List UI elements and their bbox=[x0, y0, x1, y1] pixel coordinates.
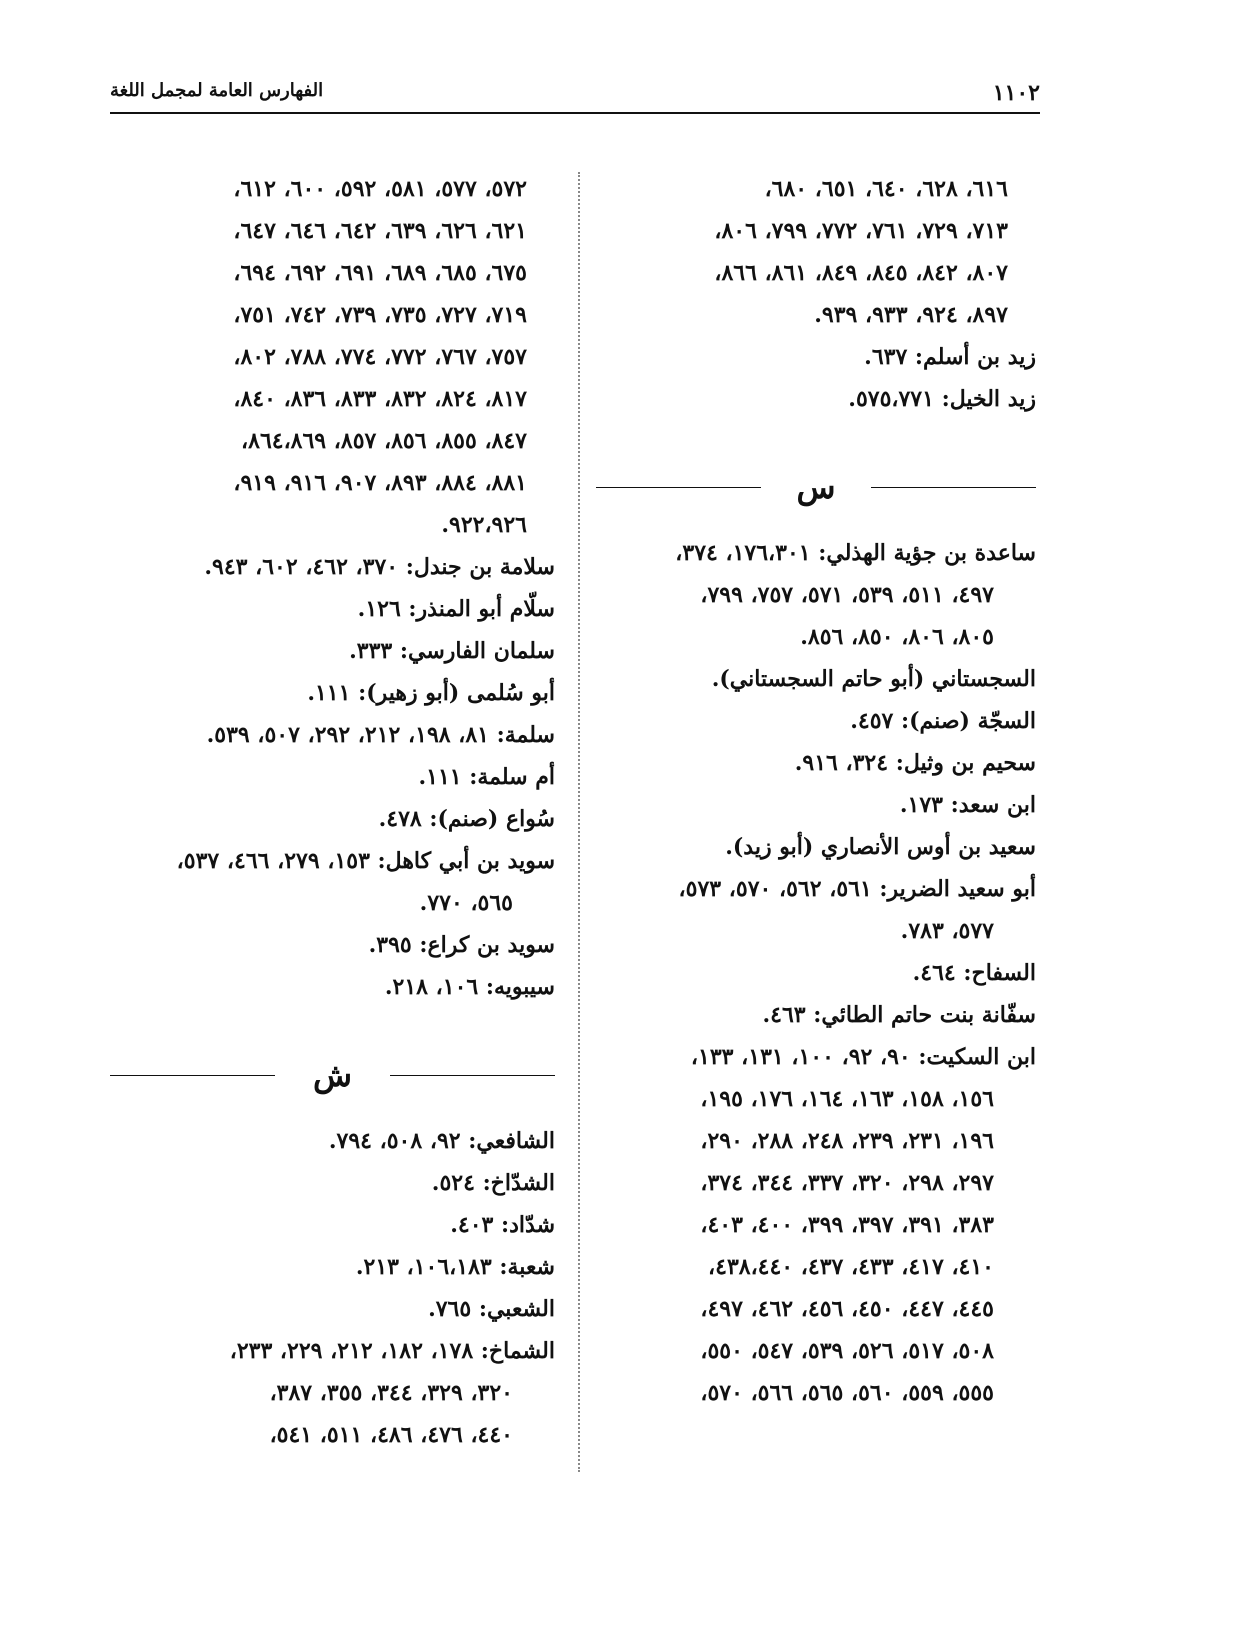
index-entry: السفاح: ٤٦٤. bbox=[912, 960, 1036, 986]
index-line: ٨٨١، ٨٨٤، ٨٩٣، ٩٠٧، ٩١٦، ٩١٩، bbox=[233, 470, 527, 496]
section-rule bbox=[390, 1075, 555, 1076]
index-entry: أم سلمة: ١١١. bbox=[418, 764, 555, 790]
left-column bbox=[110, 168, 555, 1456]
index-entry: الشدّاخ: ٥٢٤. bbox=[431, 1170, 555, 1196]
index-line: ٥٠٨، ٥١٧، ٥٢٦، ٥٣٩، ٥٤٧، ٥٥٠، bbox=[700, 1338, 994, 1364]
column-divider bbox=[578, 172, 580, 1472]
index-line: ١٥٦، ١٥٨، ١٦٣، ١٦٤، ١٧٦، ١٩٥، bbox=[700, 1086, 994, 1112]
section-letter: ش bbox=[312, 1056, 353, 1094]
index-entry: أبو سعيد الضرير: ٥٦١، ٥٦٢، ٥٧٠، ٥٧٣، bbox=[678, 876, 1036, 902]
page-number: ١١٠٢ bbox=[992, 80, 1040, 106]
section-heading-seen bbox=[596, 462, 1036, 512]
index-line: ٥٦٥، ٧٧٠. bbox=[419, 890, 513, 916]
index-line: ٢٩٧، ٢٩٨، ٣٢٠، ٣٣٧، ٣٤٤، ٣٧٤، bbox=[700, 1170, 994, 1196]
section-rule bbox=[110, 1075, 275, 1076]
index-entry: السجّة (صنم): ٤٥٧. bbox=[850, 708, 1036, 734]
index-line: ٨٠٥، ٨٠٦، ٨٥٠، ٨٥٦. bbox=[800, 624, 994, 650]
index-line: ٧١٣، ٧٢٩، ٧٦١، ٧٧٢، ٧٩٩، ٨٠٦، bbox=[714, 218, 1008, 244]
right-column bbox=[596, 168, 1036, 1414]
index-entry: ابن سعد: ١٧٣. bbox=[899, 792, 1036, 818]
index-entry: الشعبي: ٧٦٥. bbox=[428, 1296, 555, 1322]
index-entry: سويد بن أبي كاهل: ١٥٣، ٢٧٩، ٤٦٦، ٥٣٧، bbox=[176, 848, 555, 874]
index-entry: سحيم بن وثيل: ٣٢٤، ٩١٦. bbox=[794, 750, 1036, 776]
index-line: ٦٢١، ٦٢٦، ٦٣٩، ٦٤٢، ٦٤٦، ٦٤٧، bbox=[233, 218, 527, 244]
index-line: ١٩٦، ٢٣١، ٢٣٩، ٢٤٨، ٢٨٨، ٢٩٠، bbox=[700, 1128, 994, 1154]
index-line: ٥٧٢، ٥٧٧، ٥٨١، ٥٩٢، ٦٠٠، ٦١٢، bbox=[233, 176, 527, 202]
index-line: ٣٢٠، ٣٢٩، ٣٤٤، ٣٥٥، ٣٨٧، bbox=[269, 1380, 513, 1406]
index-line: ٣٨٣، ٣٩١، ٣٩٧، ٣٩٩، ٤٠٠، ٤٠٣، bbox=[700, 1212, 994, 1238]
index-line: ٥٧٧، ٧٨٣. bbox=[900, 918, 994, 944]
index-entry: زيد الخيل: ٥٧٥،٧٧١. bbox=[848, 386, 1036, 412]
index-line: ٧٥٧، ٧٦٧، ٧٧٢، ٧٧٤، ٧٨٨، ٨٠٢، bbox=[233, 344, 527, 370]
index-line: ٤١٠، ٤١٧، ٤٣٣، ٤٣٧، ٤٣٨،٤٤٠، bbox=[708, 1254, 994, 1280]
index-entry: سعيد بن أوس الأنصاري (أبو زيد). bbox=[725, 834, 1036, 860]
index-entry: الشماخ: ١٧٨، ١٨٢، ٢١٢، ٢٢٩، ٢٣٣، bbox=[229, 1338, 555, 1364]
index-entry: أبو سُلمى (أبو زهير): ١١١. bbox=[307, 680, 555, 706]
index-line: ٨٤٧، ٨٥٥، ٨٥٦، ٨٥٧، ٨٦٤،٨٦٩، bbox=[241, 428, 527, 454]
index-line: ٤٤٥، ٤٤٧، ٤٥٠، ٤٥٦، ٤٦٢، ٤٩٧، bbox=[700, 1296, 994, 1322]
page-header bbox=[110, 78, 1040, 114]
section-heading-sheen bbox=[110, 1050, 555, 1100]
index-line: ٤٤٠، ٤٧٦، ٤٨٦، ٥١١، ٥٤١، bbox=[269, 1422, 513, 1448]
index-line: ٨١٧، ٨٢٤، ٨٣٢، ٨٣٣، ٨٣٦، ٨٤٠، bbox=[233, 386, 527, 412]
index-entry: الشافعي: ٩٢، ٥٠٨، ٧٩٤. bbox=[328, 1128, 555, 1154]
section-rule bbox=[596, 487, 761, 488]
index-line: ٨٠٧، ٨٤٢، ٨٤٥، ٨٤٩، ٨٦١، ٨٦٦، bbox=[714, 260, 1008, 286]
index-line: ٦١٦، ٦٢٨، ٦٤٠، ٦٥١، ٦٨٠، bbox=[764, 176, 1008, 202]
index-entry: سلمة: ٨١، ١٩٨، ٢١٢، ٢٩٢، ٥٠٧، ٥٣٩. bbox=[206, 722, 555, 748]
index-entry: سُواع (صنم): ٤٧٨. bbox=[378, 806, 555, 832]
index-entry: شعبة: ١٠٦،١٨٣، ٢١٣. bbox=[355, 1254, 555, 1280]
index-entry: زيد بن أسلم: ٦٣٧. bbox=[864, 344, 1036, 370]
index-entry: سويد بن كراع: ٣٩٥. bbox=[368, 932, 555, 958]
running-title: الفهارس العامة لمجمل اللغة bbox=[110, 80, 324, 101]
index-entry: ساعدة بن جؤية الهذلي: ١٧٦،٣٠١، ٣٧٤، bbox=[675, 540, 1036, 566]
index-line: ٥٥٥، ٥٥٩، ٥٦٠، ٥٦٥، ٥٦٦، ٥٧٠، bbox=[700, 1380, 994, 1406]
index-line: ٧١٩، ٧٢٧، ٧٣٥، ٧٣٩، ٧٤٢، ٧٥١، bbox=[233, 302, 527, 328]
index-entry: سلمان الفارسي: ٣٣٣. bbox=[349, 638, 555, 664]
index-entry: سفّانة بنت حاتم الطائي: ٤٦٣. bbox=[762, 1002, 1036, 1028]
index-line: ٩٢٢،٩٢٦. bbox=[441, 512, 527, 538]
section-rule bbox=[871, 487, 1036, 488]
index-entry: سيبويه: ١٠٦، ٢١٨. bbox=[384, 974, 555, 1000]
index-entry: سلّام أبو المنذر: ١٢٦. bbox=[357, 596, 555, 622]
index-entry: السجستاني (أبو حاتم السجستاني). bbox=[711, 666, 1036, 692]
index-line: ٨٩٧، ٩٢٤، ٩٣٣، ٩٣٩. bbox=[814, 302, 1008, 328]
index-line: ٦٧٥، ٦٨٥، ٦٨٩، ٦٩١، ٦٩٢، ٦٩٤، bbox=[233, 260, 527, 286]
section-letter: س bbox=[796, 468, 836, 506]
index-entry: شدّاد: ٤٠٣. bbox=[450, 1212, 555, 1238]
index-entry: ابن السكيت: ٩٠، ٩٢، ١٠٠، ١٣١، ١٣٣، bbox=[690, 1044, 1036, 1070]
index-entry: سلامة بن جندل: ٣٧٠، ٤٦٢، ٦٠٢، ٩٤٣. bbox=[204, 554, 555, 580]
index-line: ٤٩٧، ٥١١، ٥٣٩، ٥٧١، ٧٥٧، ٧٩٩، bbox=[700, 582, 994, 608]
